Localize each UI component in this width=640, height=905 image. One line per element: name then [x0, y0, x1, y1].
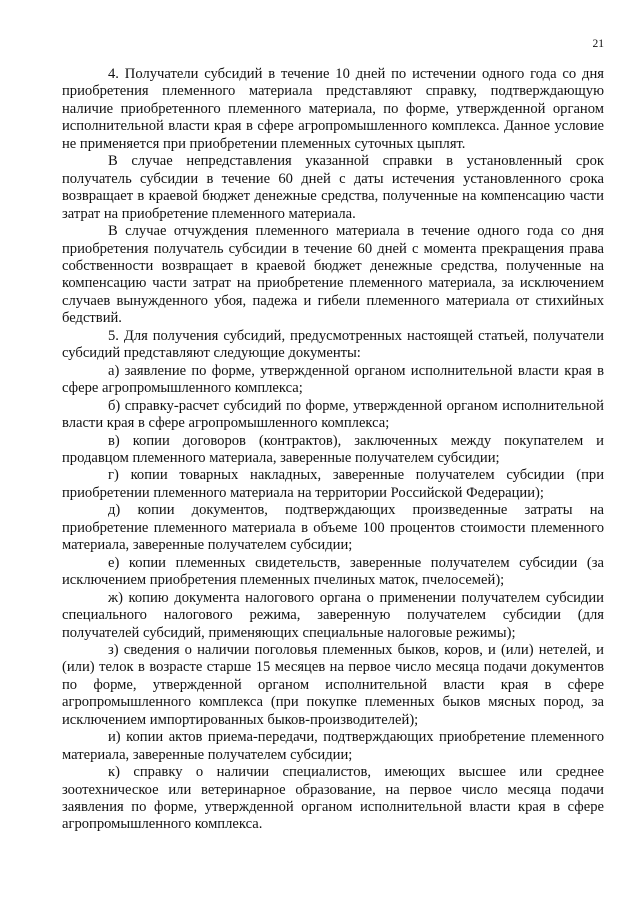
list-item-k: к) справку о наличии специалистов, имеющих высшее или среднее зоотехническое или ветеринарное образование, на первое число месяца подачи заявления по форме, утвержденной органом исполнительной власти края в сфере агропромышленного комплекса. — [62, 764, 604, 833]
list-item-i: и) копии актов приема-передачи, подтверждающих приобретение племенного материала, заверенные получателем субсидии; — [62, 729, 604, 763]
page-number: 21 — [592, 38, 604, 50]
list-item-a: а) заявление по форме, утвержденной органом исполнительной власти края в сфере агропромышленного комплекса; — [62, 362, 604, 397]
list-item-g: г) копии товарных накладных, заверенные получателем субсидии (при приобретении племенного материала на территории Российской Федерации); — [62, 467, 604, 501]
list-item-e: е) копии племенных свидетельств, заверенные получателем субсидии (за исключением приобретения племенных пчелиных маток, пчелосемей); — [62, 554, 604, 589]
list-item-d: д) копии документов, подтверждающих произведенные затраты на приобретение племенного материала в объеме 100 процентов стоимости племенного материала, заверенные получателем субсидии; — [62, 502, 604, 554]
paragraph-4-reporting: 4. Получатели субсидий в течение 10 дней по истечении одного года со дня приобретения племенного материала представляют справку, подтверждающую наличие приобретенного племенного материала, по форме, утвержденной органом исполнительной власти края в сфере агропромышленного комплекса. Данное условие не применяется при приобретении племенных суточных цыплят. — [62, 66, 604, 152]
paragraph-non-submission: В случае непредставления указанной справки в установленный срок получатель субсидии в течение 60 дней с даты истечения установленного срока возвращает в краевой бюджет денежные средства, полученные на компенсацию части затрат на приобретение племенного материала. — [62, 153, 604, 222]
list-item-zh: ж) копию документа налогового органа о применении получателем субсидии специального налогового режима, заверенную получателем субсидии (для получателей субсидий, применяющих специальные налоговые режимы); — [62, 589, 604, 641]
list-item-z: з) сведения о наличии поголовья племенных быков, коров, и (или) нетелей, и (или) телок в возрасте старше 15 месяцев на первое число месяца подачи документов по форме, утвержденной органом исполнительной власти края в сфере агропромышленного комплекса (при покупке племенных быков мясных пород, за исключением импортированных быков-производителей); — [62, 641, 604, 728]
list-item-v: в) копии договоров (контрактов), заключенных между покупателем и продавцом племенного материала, заверенные получателем субсидии; — [62, 432, 604, 466]
paragraph-5-documents: 5. Для получения субсидий, предусмотренных настоящей статьей, получатели субсидий представляют следующие документы: — [62, 327, 604, 362]
paragraph-alienation: В случае отчуждения племенного материала в течение одного года со дня приобретения получатель субсидии в течение 60 дней с момента прекращения права собственности возвращает в краевой бюджет денежные средства, полученные на компенсацию части затрат на приобретение племенного материала, за исключением случаев вынужденного убоя, падежа и гибели племенного материала от стихийных бедствий. — [62, 223, 604, 327]
list-item-b: б) справку-расчет субсидий по форме, утвержденной органом исполнительной власти края в сфере агропромышленного комплекса; — [62, 397, 604, 432]
document-body — [62, 66, 604, 834]
